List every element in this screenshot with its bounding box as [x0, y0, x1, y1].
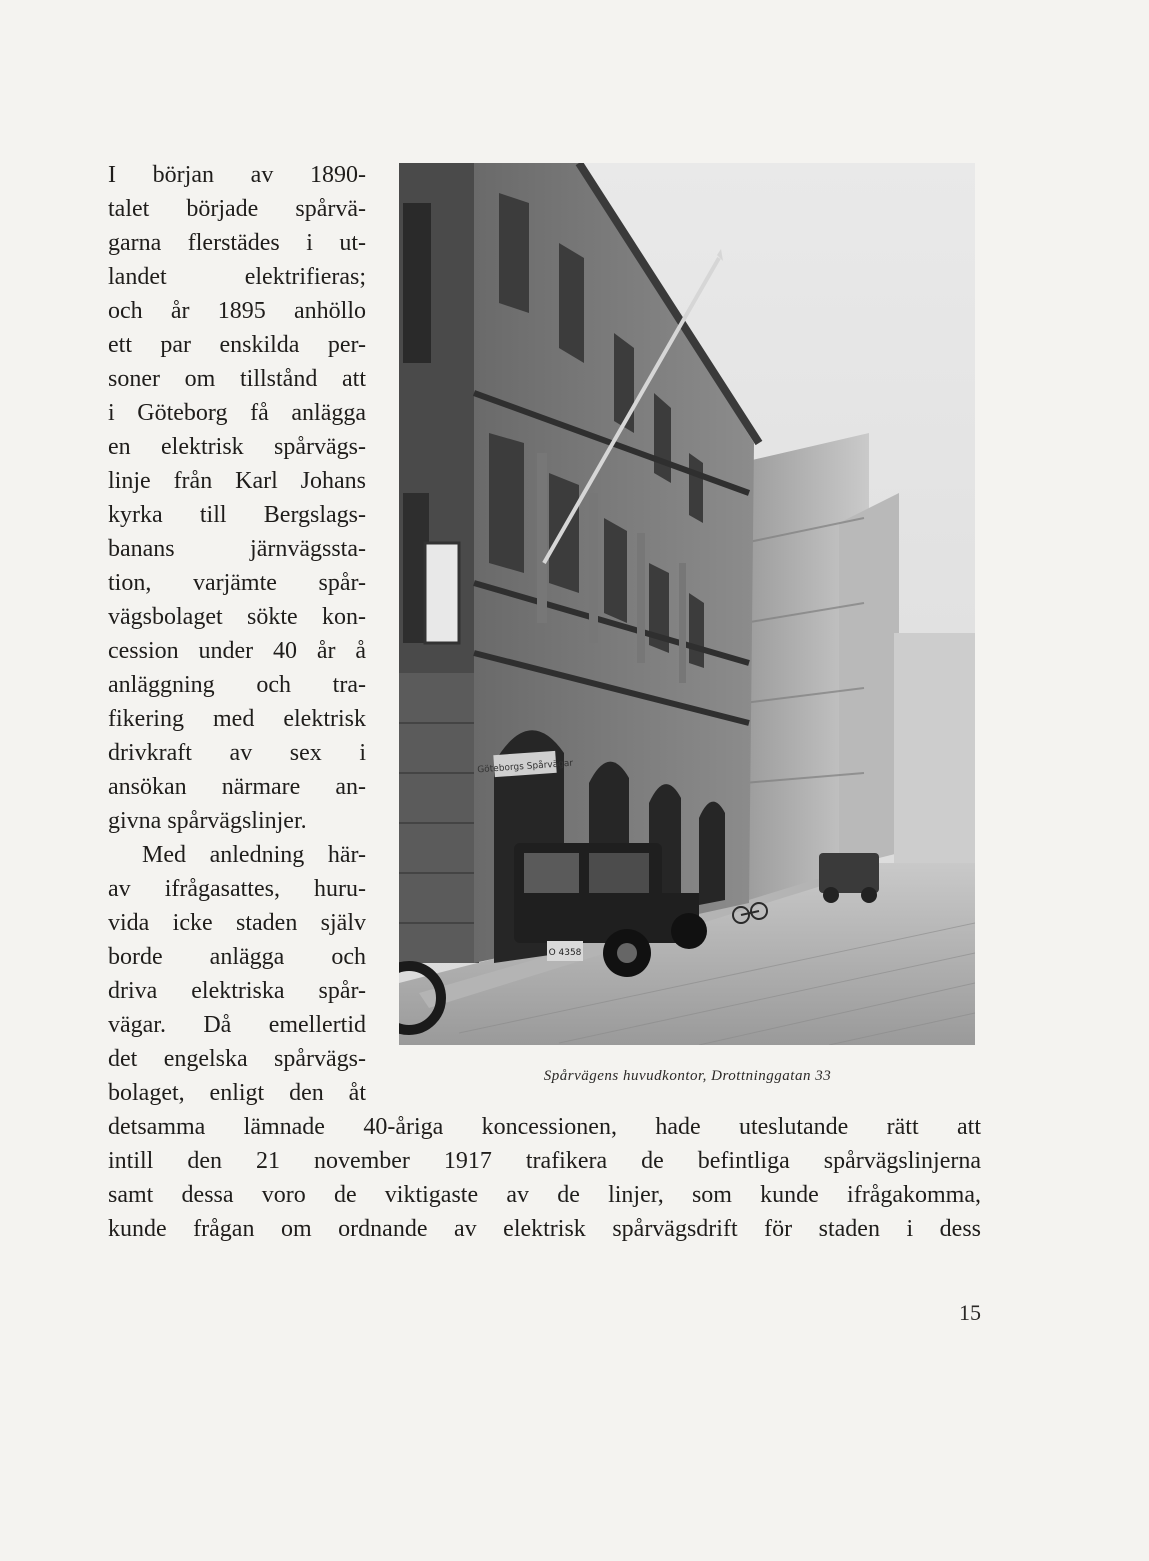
- text-line: detsamma lämnade 40-åriga koncessionen, hade uteslutande rätt att: [108, 1114, 981, 1140]
- text-line: anläggning och tra-: [108, 672, 366, 698]
- text-line: ett par enskilda per-: [108, 332, 366, 358]
- text-line: kunde frågan om ordnande av elektrisk spårvägsdrift för staden i dess: [108, 1216, 981, 1242]
- text-line: garna flerstädes i ut-: [108, 230, 366, 256]
- text-line: landet elektrifieras;: [108, 264, 366, 290]
- page-number: 15: [959, 1300, 981, 1325]
- text-line: det engelska spårvägs-: [108, 1046, 366, 1072]
- text-line: av ifrågasattes, huru-: [108, 876, 366, 902]
- text-line: talet började spårvä-: [108, 196, 366, 222]
- text-line: samt dessa voro de viktigaste av de linjer, som kunde ifrågakomma,: [108, 1182, 981, 1208]
- text-line: borde anlägga och: [108, 944, 366, 970]
- text-line: fikering med elektrisk: [108, 706, 366, 732]
- figure-caption: Spårvägens huvudkontor, Drottninggatan 33: [543, 1068, 832, 1084]
- text-line: ansökan närmare an-: [108, 774, 366, 800]
- text-line: vida icke staden själv: [108, 910, 366, 936]
- text-line: vägsbolaget sökte kon-: [108, 604, 366, 630]
- text-line: kyrka till Bergslags-: [108, 502, 366, 528]
- text-line: givna spårvägslinjer.: [108, 808, 307, 834]
- text-line: soner om tillstånd att: [108, 366, 366, 392]
- text-line: driva elektriska spår-: [108, 978, 366, 1004]
- text-line: intill den 21 november 1917 trafikera de befintliga spårvägslinjerna: [108, 1148, 981, 1174]
- text-line: linje från Karl Johans: [108, 468, 366, 494]
- text-line: och år 1895 anhöllo: [108, 298, 366, 324]
- text-line: drivkraft av sex i: [108, 740, 366, 766]
- text-line: Med anledning här-: [142, 842, 366, 868]
- text-line: en elektrisk spårvägs-: [108, 434, 366, 460]
- text-line: vägar. Då emellertid: [108, 1012, 366, 1038]
- street-scene-illustration: [399, 163, 975, 1045]
- text-line: i Göteborg få anlägga: [108, 400, 366, 426]
- license-plate: O 4358: [548, 948, 582, 958]
- text-line: cession under 40 år å: [108, 638, 366, 664]
- building-photograph: [399, 163, 975, 1045]
- text-line: bolaget, enligt den åt: [108, 1080, 366, 1106]
- shop-sign: Göteborgs Spårvägar: [476, 758, 574, 776]
- text-line: I början av 1890-: [108, 162, 366, 188]
- text-line: tion, varjämte spår-: [108, 570, 366, 596]
- text-line: banans järnvägssta-: [108, 536, 366, 562]
